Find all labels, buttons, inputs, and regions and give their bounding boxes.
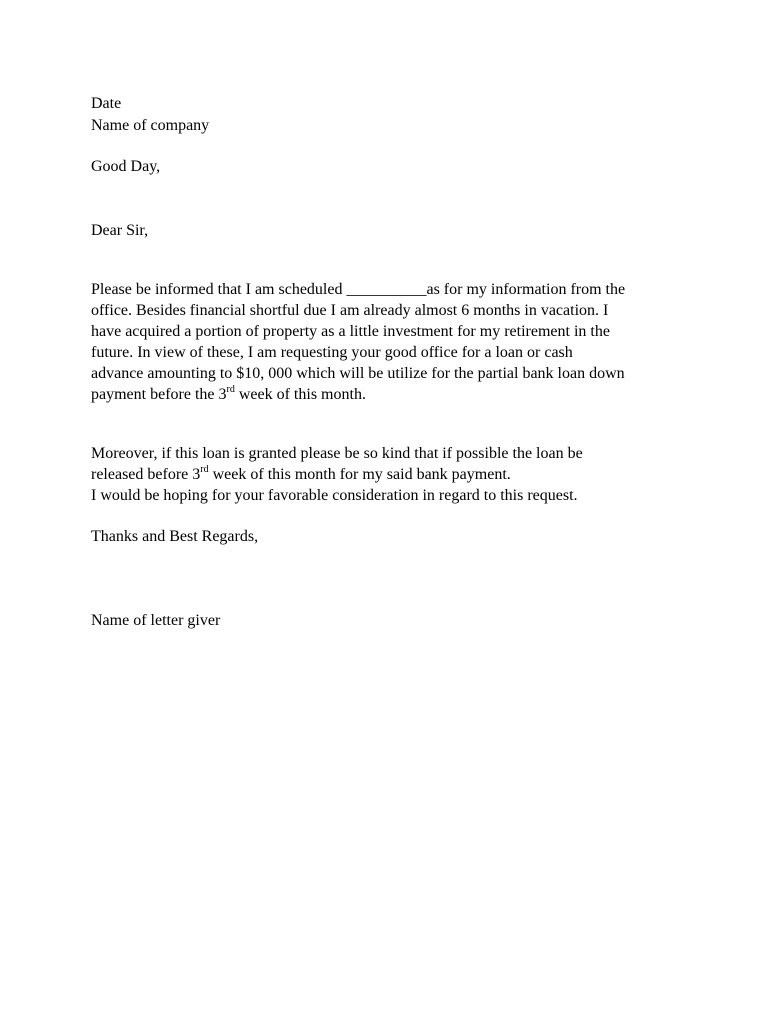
paragraph-line: have acquired a portion of property as a little investment for my retirement in the <box>91 323 610 340</box>
paragraph-line: future. In view of these, I am requesting your good office for a loan or cash <box>91 344 573 361</box>
ordinal-suffix: rd <box>226 383 235 395</box>
paragraph-line: office. Besides financial shortful due I am already almost 6 months in vacation. I <box>91 302 609 319</box>
paragraph-line <box>91 384 366 405</box>
paragraph-line <box>91 464 511 485</box>
paragraph-line: Please be informed that I am scheduled __________as for my information from the <box>91 281 626 298</box>
date-line: Date <box>91 95 122 112</box>
greeting-line: Good Day, <box>91 158 161 175</box>
text-segment: week of this month. <box>234 386 366 403</box>
salutation-line: Dear Sir, <box>91 222 149 239</box>
closing-line: Thanks and Best Regards, <box>91 528 259 545</box>
signature-line: Name of letter giver <box>91 612 221 629</box>
text-segment: payment before the 3 <box>91 386 227 403</box>
ordinal-suffix: rd <box>200 463 209 475</box>
text-segment: released before 3 <box>91 466 201 483</box>
company-name-line: Name of company <box>91 117 210 134</box>
paragraph-line: advance amounting to $10, 000 which will be utilize for the partial bank loan down <box>91 365 625 382</box>
text-segment: week of this month for my said bank payment. <box>208 466 511 483</box>
paragraph-line: I would be hoping for your favorable consideration in regard to this request. <box>91 487 578 504</box>
paragraph-line: Moreover, if this loan is granted please be so kind that if possible the loan be <box>91 445 583 462</box>
